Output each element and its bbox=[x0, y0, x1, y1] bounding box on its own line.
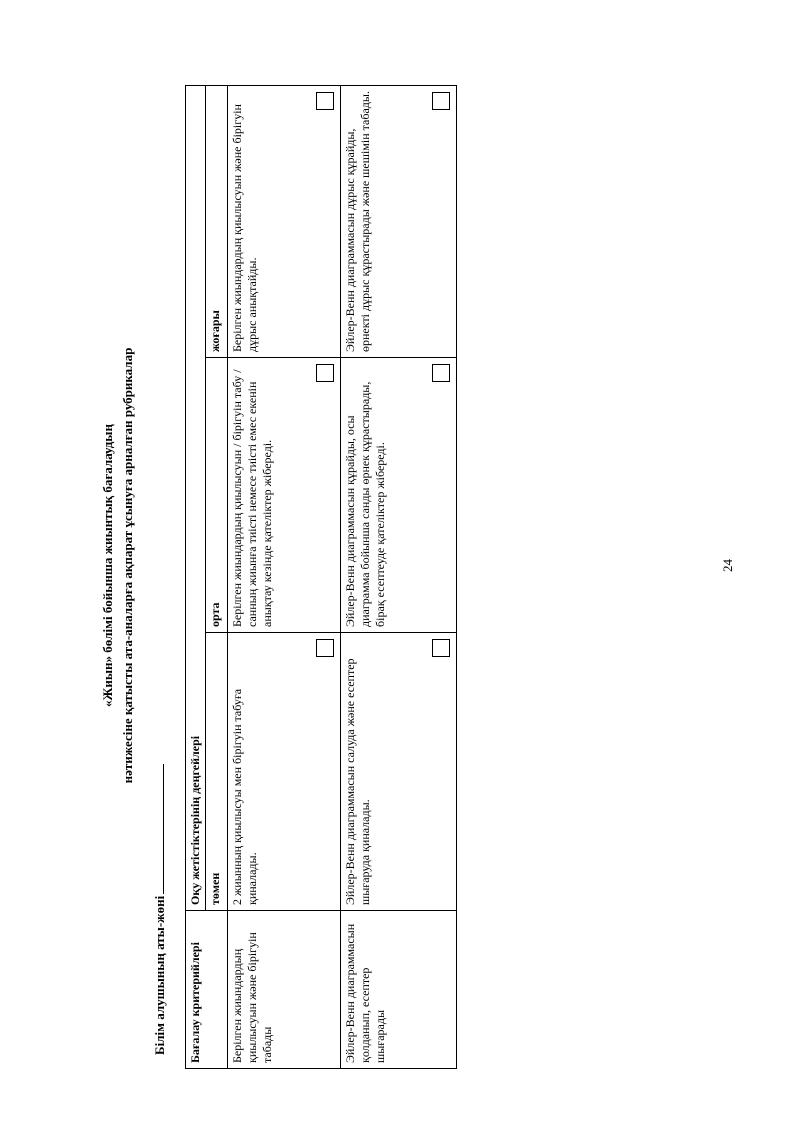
descriptor-text: Эйлер-Венн диаграммасын дұрыс құрайды, өрнекті дұрыс құрастырады және шешімін табады. bbox=[342, 91, 372, 352]
table-row bbox=[228, 85, 340, 1068]
high-descriptor-cell bbox=[340, 85, 456, 357]
document-title-line-1: «Жиын» бөлімі бойынша жиынтық бағалаудың bbox=[100, 424, 115, 707]
descriptor-text: Берілген жиындардың қиылысуын / бірігуін табу / санның жиынға тиісті немесе тиісті емес екенін анықтау кезінде қателіктер жібереді. bbox=[230, 369, 275, 627]
mid-descriptor-cell bbox=[340, 358, 456, 633]
student-name-label: Білім алушының аты-жөні bbox=[152, 895, 167, 1055]
low-descriptor-cell bbox=[340, 633, 456, 911]
criteria-header: Бағалау критерийлері bbox=[186, 911, 228, 1069]
checkbox[interactable] bbox=[432, 364, 450, 382]
descriptor-text: Эйлер-Венн диаграммасын құрайды, осы диаграмма бойынша санды өрнек құрастырады, бірақ есептеуде қателіктер жібереді. bbox=[342, 381, 387, 627]
checkbox[interactable] bbox=[432, 639, 450, 657]
table-row bbox=[340, 85, 456, 1068]
descriptor-text: Берілген жиындардың қиылысуын және бірігуін дұрыс анықтайды. bbox=[230, 104, 260, 352]
level-low-header: төмен bbox=[206, 633, 228, 911]
student-name-blank-line[interactable] bbox=[151, 764, 164, 894]
level-high-header: жоғары bbox=[206, 85, 228, 357]
levels-header: Оқу жетістіктерінің деңгейлері bbox=[186, 85, 206, 910]
criterion-cell: Эйлер-Венн диаграммасын қолданып, есептер шығарады bbox=[340, 911, 456, 1069]
student-name-field bbox=[151, 764, 168, 1055]
document-title-line-2: нәтижесіне қатысты ата-аналарға ақпарат ұсынуға арналған рубрикалар bbox=[120, 347, 135, 784]
rubric-table bbox=[185, 85, 457, 1069]
checkbox[interactable] bbox=[432, 92, 450, 110]
checkbox[interactable] bbox=[316, 639, 334, 657]
descriptor-text: Эйлер-Венн диаграммасын салуда және есептер шығаруда қиналады. bbox=[342, 658, 372, 905]
page-number: 24 bbox=[720, 559, 735, 572]
checkbox[interactable] bbox=[316, 92, 334, 110]
descriptor-text: 2 жиынның қиылысуы мен бірігуін табуға қиналады. bbox=[230, 688, 260, 905]
high-descriptor-cell bbox=[228, 85, 340, 357]
mid-descriptor-cell bbox=[228, 358, 340, 633]
low-descriptor-cell bbox=[228, 633, 340, 911]
checkbox[interactable] bbox=[316, 364, 334, 382]
criterion-cell: Берілген жиындардың қиылысуын және бірігуін табады bbox=[228, 911, 340, 1069]
level-mid-header: орта bbox=[206, 358, 228, 633]
